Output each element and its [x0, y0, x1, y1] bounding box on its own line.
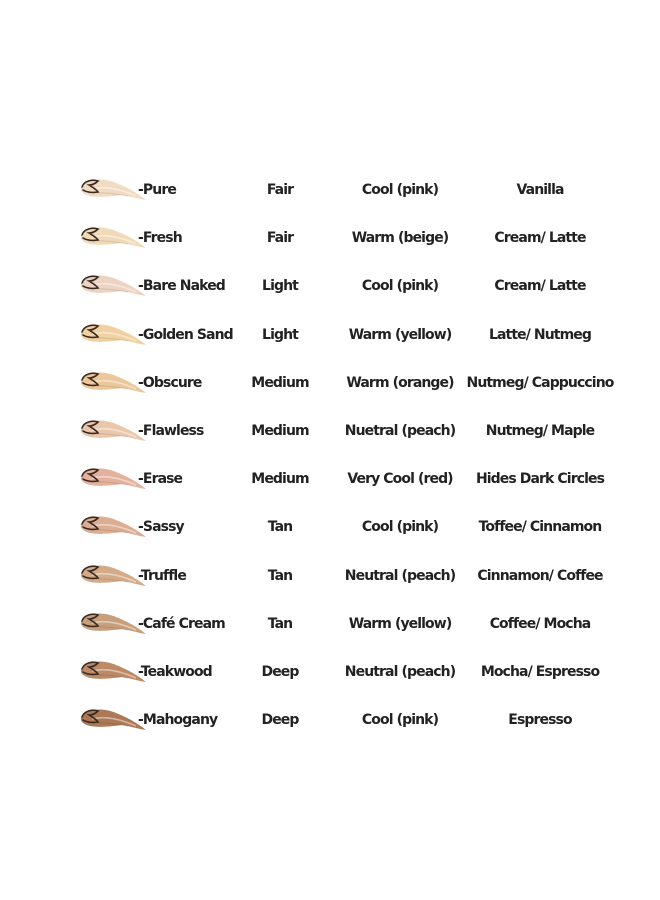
shade-undertone: Cool (pink) — [361, 712, 439, 729]
shade-match: Hides Dark Circles — [475, 471, 605, 488]
shade-depth: Tan — [267, 567, 293, 584]
shade-undertone: Nuetral (peach) — [344, 423, 456, 439]
shade-row-pure — [0, 170, 660, 210]
shade-row-fresh — [0, 218, 660, 258]
shade-name: -Sassy — [138, 519, 184, 536]
shade-match: Toffee/ Cinnamon — [478, 519, 602, 536]
shade-depth: Medium — [251, 374, 309, 391]
shade-depth: Fair — [266, 182, 294, 198]
shade-depth: Tan — [267, 615, 293, 632]
shade-row-obscure — [0, 363, 660, 403]
shade-undertone: Cool (pink) — [361, 278, 439, 295]
shade-name: -Erase — [138, 471, 183, 488]
shade-depth: Light — [262, 278, 298, 295]
shade-match: Cream/ Latte — [494, 278, 586, 295]
shade-row-teakwood — [0, 652, 660, 692]
shade-match: Espresso — [508, 712, 572, 729]
shade-name: -Truffle — [138, 567, 186, 584]
shade-row-caf-cream — [0, 604, 660, 644]
shade-match: Nutmeg/ Maple — [485, 423, 595, 439]
shade-match: Cream/ Latte — [494, 230, 586, 247]
shade-name: -Pure — [138, 182, 176, 198]
shade-row-mahogany — [0, 700, 660, 740]
shade-match: Coffee/ Mocha — [489, 615, 591, 632]
shade-depth: Deep — [261, 664, 299, 680]
shade-depth: Fair — [266, 230, 294, 247]
shade-name: -Golden Sand — [138, 326, 233, 343]
shade-name: -Fresh — [138, 230, 182, 247]
shade-row-bare-naked — [0, 266, 660, 306]
shade-depth: Light — [262, 326, 298, 343]
shade-row-sassy — [0, 507, 660, 547]
shade-row-erase — [0, 459, 660, 499]
shade-depth: Deep — [261, 712, 299, 729]
shade-row-flawless — [0, 411, 660, 451]
shade-match: Cinnamon/ Coffee — [477, 567, 603, 584]
shade-depth: Tan — [267, 519, 293, 536]
shade-depth: Medium — [251, 471, 309, 488]
shade-undertone: Cool (pink) — [361, 182, 439, 198]
shade-undertone: Warm (yellow) — [348, 326, 452, 343]
shade-match: Mocha/ Espresso — [480, 664, 600, 680]
shade-undertone: Warm (orange) — [346, 374, 454, 391]
shade-undertone: Neutral (peach) — [344, 664, 456, 680]
shade-row-golden-sand — [0, 315, 660, 355]
shade-name: -Café Cream — [138, 615, 225, 632]
shade-undertone: Neutral (peach) — [344, 567, 456, 584]
shade-name: -Mahogany — [138, 712, 218, 729]
shade-match: Latte/ Nutmeg — [488, 326, 592, 343]
shade-depth: Medium — [251, 423, 309, 439]
shade-match: Nutmeg/ Cappuccino — [466, 374, 614, 391]
shade-name: -Bare Naked — [138, 278, 225, 295]
shade-name: -Flawless — [138, 423, 204, 439]
shade-name: -Obscure — [138, 374, 202, 391]
shade-undertone: Cool (pink) — [361, 519, 439, 536]
shade-undertone: Warm (beige) — [351, 230, 449, 247]
shade-name: -Teakwood — [138, 664, 212, 680]
shade-undertone: Very Cool (red) — [347, 471, 453, 488]
shade-undertone: Warm (yellow) — [348, 615, 452, 632]
shade-row-truffle — [0, 556, 660, 596]
shade-match: Vanilla — [516, 182, 564, 198]
